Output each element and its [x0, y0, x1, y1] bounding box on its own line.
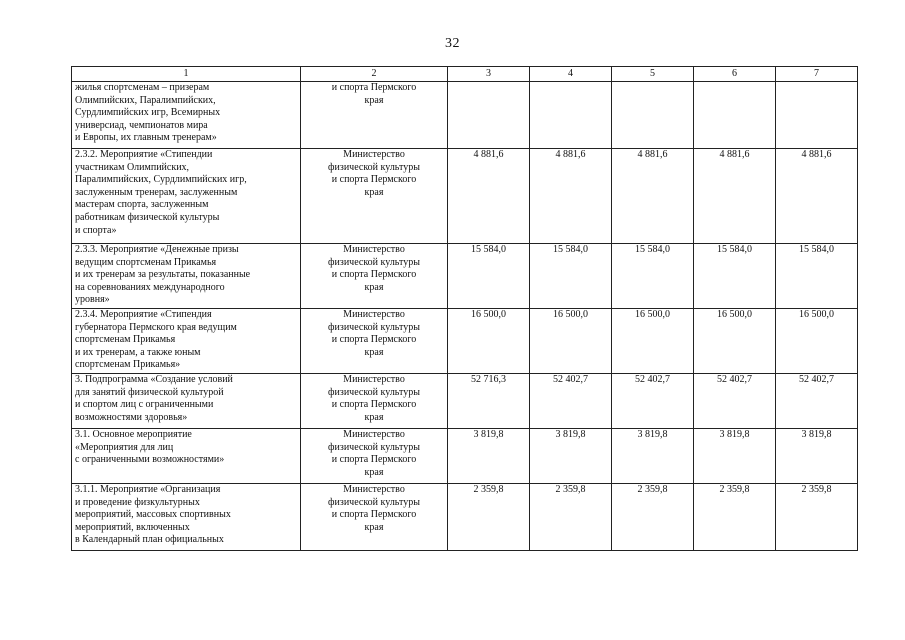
value-cell: 4 881,6	[694, 149, 776, 244]
column-header: 7	[776, 67, 858, 82]
value-cell: 16 500,0	[612, 309, 694, 374]
value-cell: 52 402,7	[694, 374, 776, 429]
value-cell: 4 881,6	[530, 149, 612, 244]
responsible-executor: и спорта Пермского края	[331, 82, 417, 106]
activity-name-cell	[72, 309, 301, 374]
value-cell	[530, 82, 612, 149]
responsible-cell	[301, 149, 448, 244]
value-cell: 3 819,8	[776, 429, 858, 484]
responsible-executor: Министерство физической культуры и спорта Пермского края	[328, 309, 420, 358]
activity-name-cell	[72, 429, 301, 484]
value-cell: 3 819,8	[448, 429, 530, 484]
responsible-executor: Министерство физической культуры и спорта Пермского края	[328, 374, 420, 423]
table-row	[72, 484, 858, 551]
page-number: 32	[445, 36, 460, 51]
table-row	[72, 429, 858, 484]
value-cell: 15 584,0	[530, 244, 612, 309]
table-row	[72, 309, 858, 374]
value-cell: 3 819,8	[612, 429, 694, 484]
activity-name-cell	[72, 484, 301, 551]
value-cell: 4 881,6	[448, 149, 530, 244]
responsible-cell	[301, 82, 448, 149]
activity-name: жилья спортсменам – призерам Олимпийских, Паралимпийских, Сурдлимпийских игр, Всемирных универсиад, чемпионатов мира и Европы, их главным тренерам»	[75, 82, 221, 144]
value-cell	[694, 82, 776, 149]
value-cell: 4 881,6	[776, 149, 858, 244]
table-header-row	[72, 67, 858, 82]
responsible-executor: Министерство физической культуры и спорта Пермского края	[328, 244, 420, 293]
responsible-cell	[301, 429, 448, 484]
value-cell: 3 819,8	[530, 429, 612, 484]
value-cell: 2 359,8	[612, 484, 694, 551]
activity-name-cell	[72, 82, 301, 149]
value-cell: 2 359,8	[530, 484, 612, 551]
value-cell: 16 500,0	[694, 309, 776, 374]
column-header: 3	[448, 67, 530, 82]
value-cell: 52 402,7	[530, 374, 612, 429]
column-header: 6	[694, 67, 776, 82]
responsible-cell	[301, 309, 448, 374]
value-cell	[776, 82, 858, 149]
responsible-executor: Министерство физической культуры и спорта Пермского края	[328, 429, 420, 478]
value-cell	[612, 82, 694, 149]
activity-name-cell	[72, 149, 301, 244]
column-header: 5	[612, 67, 694, 82]
activity-name-cell	[72, 244, 301, 309]
responsible-cell	[301, 244, 448, 309]
value-cell: 2 359,8	[776, 484, 858, 551]
activity-name: 3. Подпрограмма «Создание условий для занятий физической культурой и спортом лиц с ограниченными возможностями здоровья»	[75, 374, 233, 423]
value-cell: 16 500,0	[530, 309, 612, 374]
value-cell: 52 402,7	[612, 374, 694, 429]
responsible-executor: Министерство физической культуры и спорта Пермского края	[328, 484, 420, 533]
column-header: 4	[530, 67, 612, 82]
value-cell: 2 359,8	[694, 484, 776, 551]
activity-name: 2.3.2. Мероприятие «Стипендии участникам Олимпийских, Паралимпийских, Сурдлимпийских игр, заслуженным тренерам, заслуженным мастерам спорта, заслуженным работникам физической культуры и спорта»	[75, 149, 247, 236]
column-header: 1	[72, 67, 301, 82]
budget-table	[71, 66, 858, 551]
value-cell: 4 881,6	[612, 149, 694, 244]
value-cell: 2 359,8	[448, 484, 530, 551]
table-row	[72, 149, 858, 244]
value-cell	[448, 82, 530, 149]
table-row	[72, 374, 858, 429]
value-cell: 15 584,0	[776, 244, 858, 309]
value-cell: 3 819,8	[694, 429, 776, 484]
value-cell: 15 584,0	[612, 244, 694, 309]
activity-name: 3.1. Основное мероприятие «Мероприятия для лиц с ограниченными возможностями»	[75, 429, 225, 466]
table-row	[72, 82, 858, 149]
column-header: 2	[301, 67, 448, 82]
activity-name-cell	[72, 374, 301, 429]
activity-name: 2.3.4. Мероприятие «Стипендия губернатора Пермского края ведущим спортсменам Прикамья и их тренерам, а также юным спортсменам Прикамья»	[75, 309, 237, 371]
value-cell: 15 584,0	[448, 244, 530, 309]
value-cell: 52 402,7	[776, 374, 858, 429]
value-cell: 52 716,3	[448, 374, 530, 429]
responsible-executor: Министерство физической культуры и спорта Пермского края	[328, 149, 420, 198]
responsible-cell	[301, 374, 448, 429]
value-cell: 16 500,0	[776, 309, 858, 374]
activity-name: 2.3.3. Мероприятие «Денежные призы ведущим спортсменам Прикамья и их тренерам за результаты, показанные на соревнованиях международного уровня»	[75, 244, 251, 306]
table-row	[72, 244, 858, 309]
responsible-cell	[301, 484, 448, 551]
value-cell: 15 584,0	[694, 244, 776, 309]
value-cell: 16 500,0	[448, 309, 530, 374]
activity-name: 3.1.1. Мероприятие «Организация и проведение физкультурных мероприятий, массовых спортивных мероприятий, включенных в Календарный план официальных	[75, 484, 231, 546]
